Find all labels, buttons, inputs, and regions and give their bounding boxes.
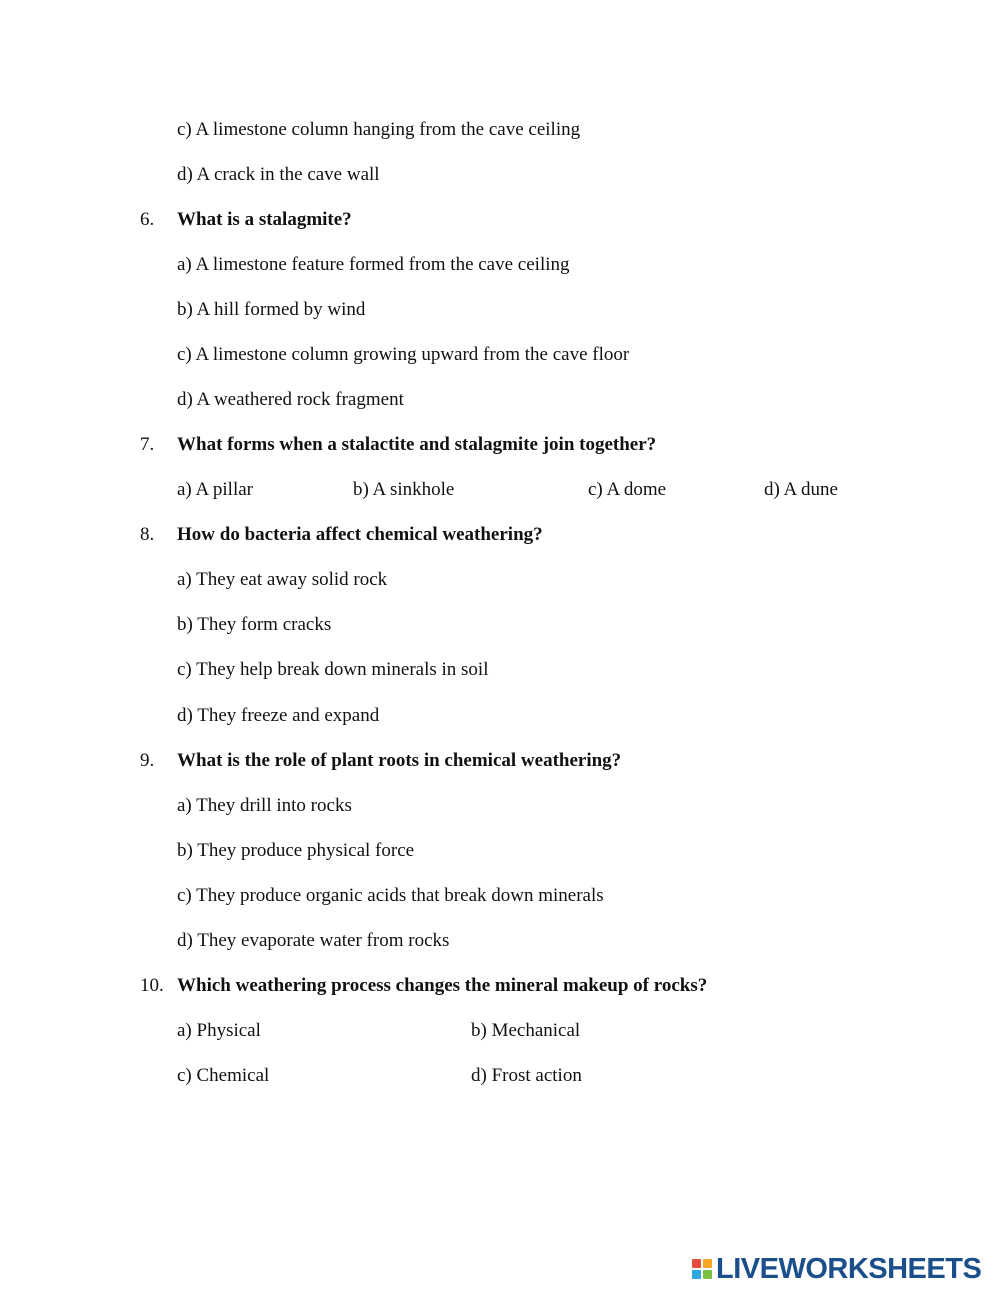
option-text: c) They help break down minerals in soil bbox=[177, 659, 489, 680]
question-number: 7. bbox=[140, 434, 155, 455]
question-text: How do bacteria affect chemical weathering? bbox=[177, 524, 543, 545]
option-text: a) A limestone feature formed from the cave ceiling bbox=[177, 254, 570, 275]
option-text: d) They freeze and expand bbox=[177, 705, 380, 726]
question-text: What is a stalagmite? bbox=[177, 209, 352, 230]
question-number: 10. bbox=[140, 975, 164, 996]
question-number: 8. bbox=[140, 524, 155, 545]
question-text: Which weathering process changes the mineral makeup of rocks? bbox=[177, 975, 708, 996]
option-text: d) Frost action bbox=[471, 1065, 582, 1086]
option-text: c) A dome bbox=[588, 479, 667, 500]
option-text: c) A limestone column growing upward from the cave floor bbox=[177, 344, 630, 365]
option-text: b) A sinkhole bbox=[353, 479, 455, 500]
option-text: d) They evaporate water from rocks bbox=[177, 930, 450, 951]
option-text: c) They produce organic acids that break down minerals bbox=[177, 885, 604, 906]
question-text: What forms when a stalactite and stalagmite join together? bbox=[177, 434, 657, 455]
question-number: 9. bbox=[140, 750, 155, 771]
option-text: b) They form cracks bbox=[177, 614, 332, 635]
question-number: 6. bbox=[140, 209, 155, 230]
option-text: b) Mechanical bbox=[471, 1020, 581, 1041]
option-text: b) They produce physical force bbox=[177, 840, 415, 861]
logo-text: LIVEWORKSHEETS bbox=[716, 1252, 982, 1285]
option-text: a) They eat away solid rock bbox=[177, 569, 388, 590]
question-text: What is the role of plant roots in chemical weathering? bbox=[177, 750, 622, 771]
option-text: d) A weathered rock fragment bbox=[177, 389, 404, 410]
option-text: b) A hill formed by wind bbox=[177, 299, 366, 320]
option-text: d) A dune bbox=[764, 479, 838, 500]
liveworksheets-logo bbox=[692, 1253, 992, 1285]
option-text: a) A pillar bbox=[177, 479, 253, 500]
logo-badge-icon bbox=[692, 1259, 712, 1279]
option-text: a) Physical bbox=[177, 1020, 261, 1041]
option-text: d) A crack in the cave wall bbox=[177, 164, 380, 185]
option-text: a) They drill into rocks bbox=[177, 795, 352, 816]
option-text: c) A limestone column hanging from the cave ceiling bbox=[177, 119, 581, 140]
option-text: c) Chemical bbox=[177, 1065, 270, 1086]
